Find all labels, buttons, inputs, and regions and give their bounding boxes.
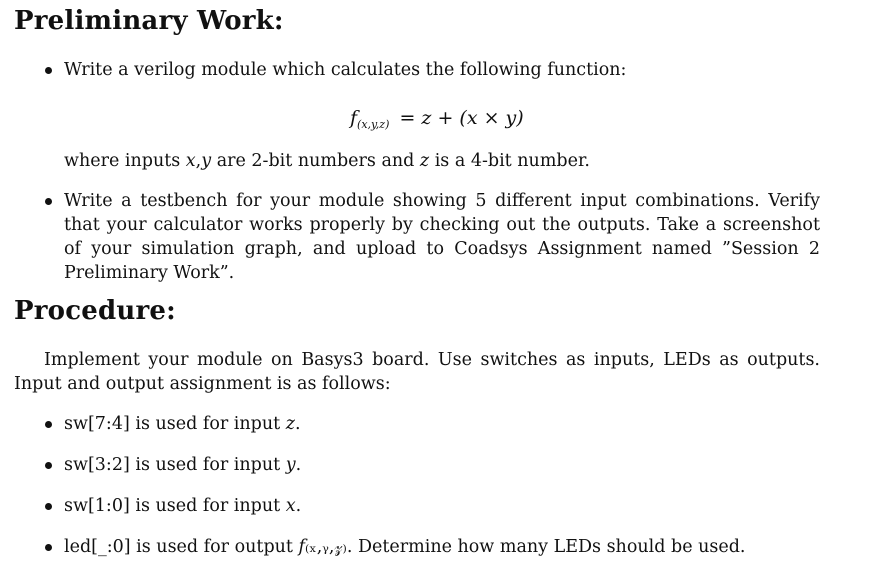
list-item-sw-3-2: sw[3:2] is used for input 𝑦. — [64, 455, 302, 475]
bullet-write-testbench: Write a testbench for your module showing 5 different input combinations. Verify that your calculator works properly by checking out the outputs. Take a screenshot of your simulation graph, and upload to Coadsys Assignment named ”Session 2 Preliminary Work”. — [64, 191, 820, 283]
procedure-intro: Implement your module on Basys3 board. Use switches as inputs, LEDs as outputs. Input and output assignment is as follows: — [14, 350, 820, 394]
list-item-led-output: led[_:0] is used for output 𝑓₍ₓ,ᵧ,𝓏₎. Determine how many LEDs should be used. — [64, 537, 746, 557]
bullet-icon — [45, 67, 52, 74]
list-item-sw-1-0: sw[1:0] is used for input 𝑥. — [64, 496, 302, 516]
list-item-sw-7-4: sw[7:4] is used for input 𝑧. — [64, 414, 301, 434]
bullet-icon — [45, 421, 52, 428]
preliminary-work-heading: Preliminary Work: — [14, 6, 284, 36]
equation-lhs: f — [350, 107, 358, 129]
function-equation — [350, 107, 524, 131]
equation-rhs: = z + (x × y) — [399, 107, 524, 129]
bullet-icon — [45, 198, 52, 205]
procedure-heading: Procedure: — [14, 296, 176, 326]
equation-subscript: (x,y,z) — [357, 118, 390, 131]
bullet-icon — [45, 462, 52, 469]
bullet-write-module: Write a verilog module which calculates the following function: — [64, 60, 627, 80]
bullet-icon — [45, 544, 52, 551]
where-inputs-text: where inputs 𝑥,𝑦 are 2-bit numbers and 𝑧 is a 4-bit number. — [64, 151, 590, 171]
bullet-icon — [45, 503, 52, 510]
